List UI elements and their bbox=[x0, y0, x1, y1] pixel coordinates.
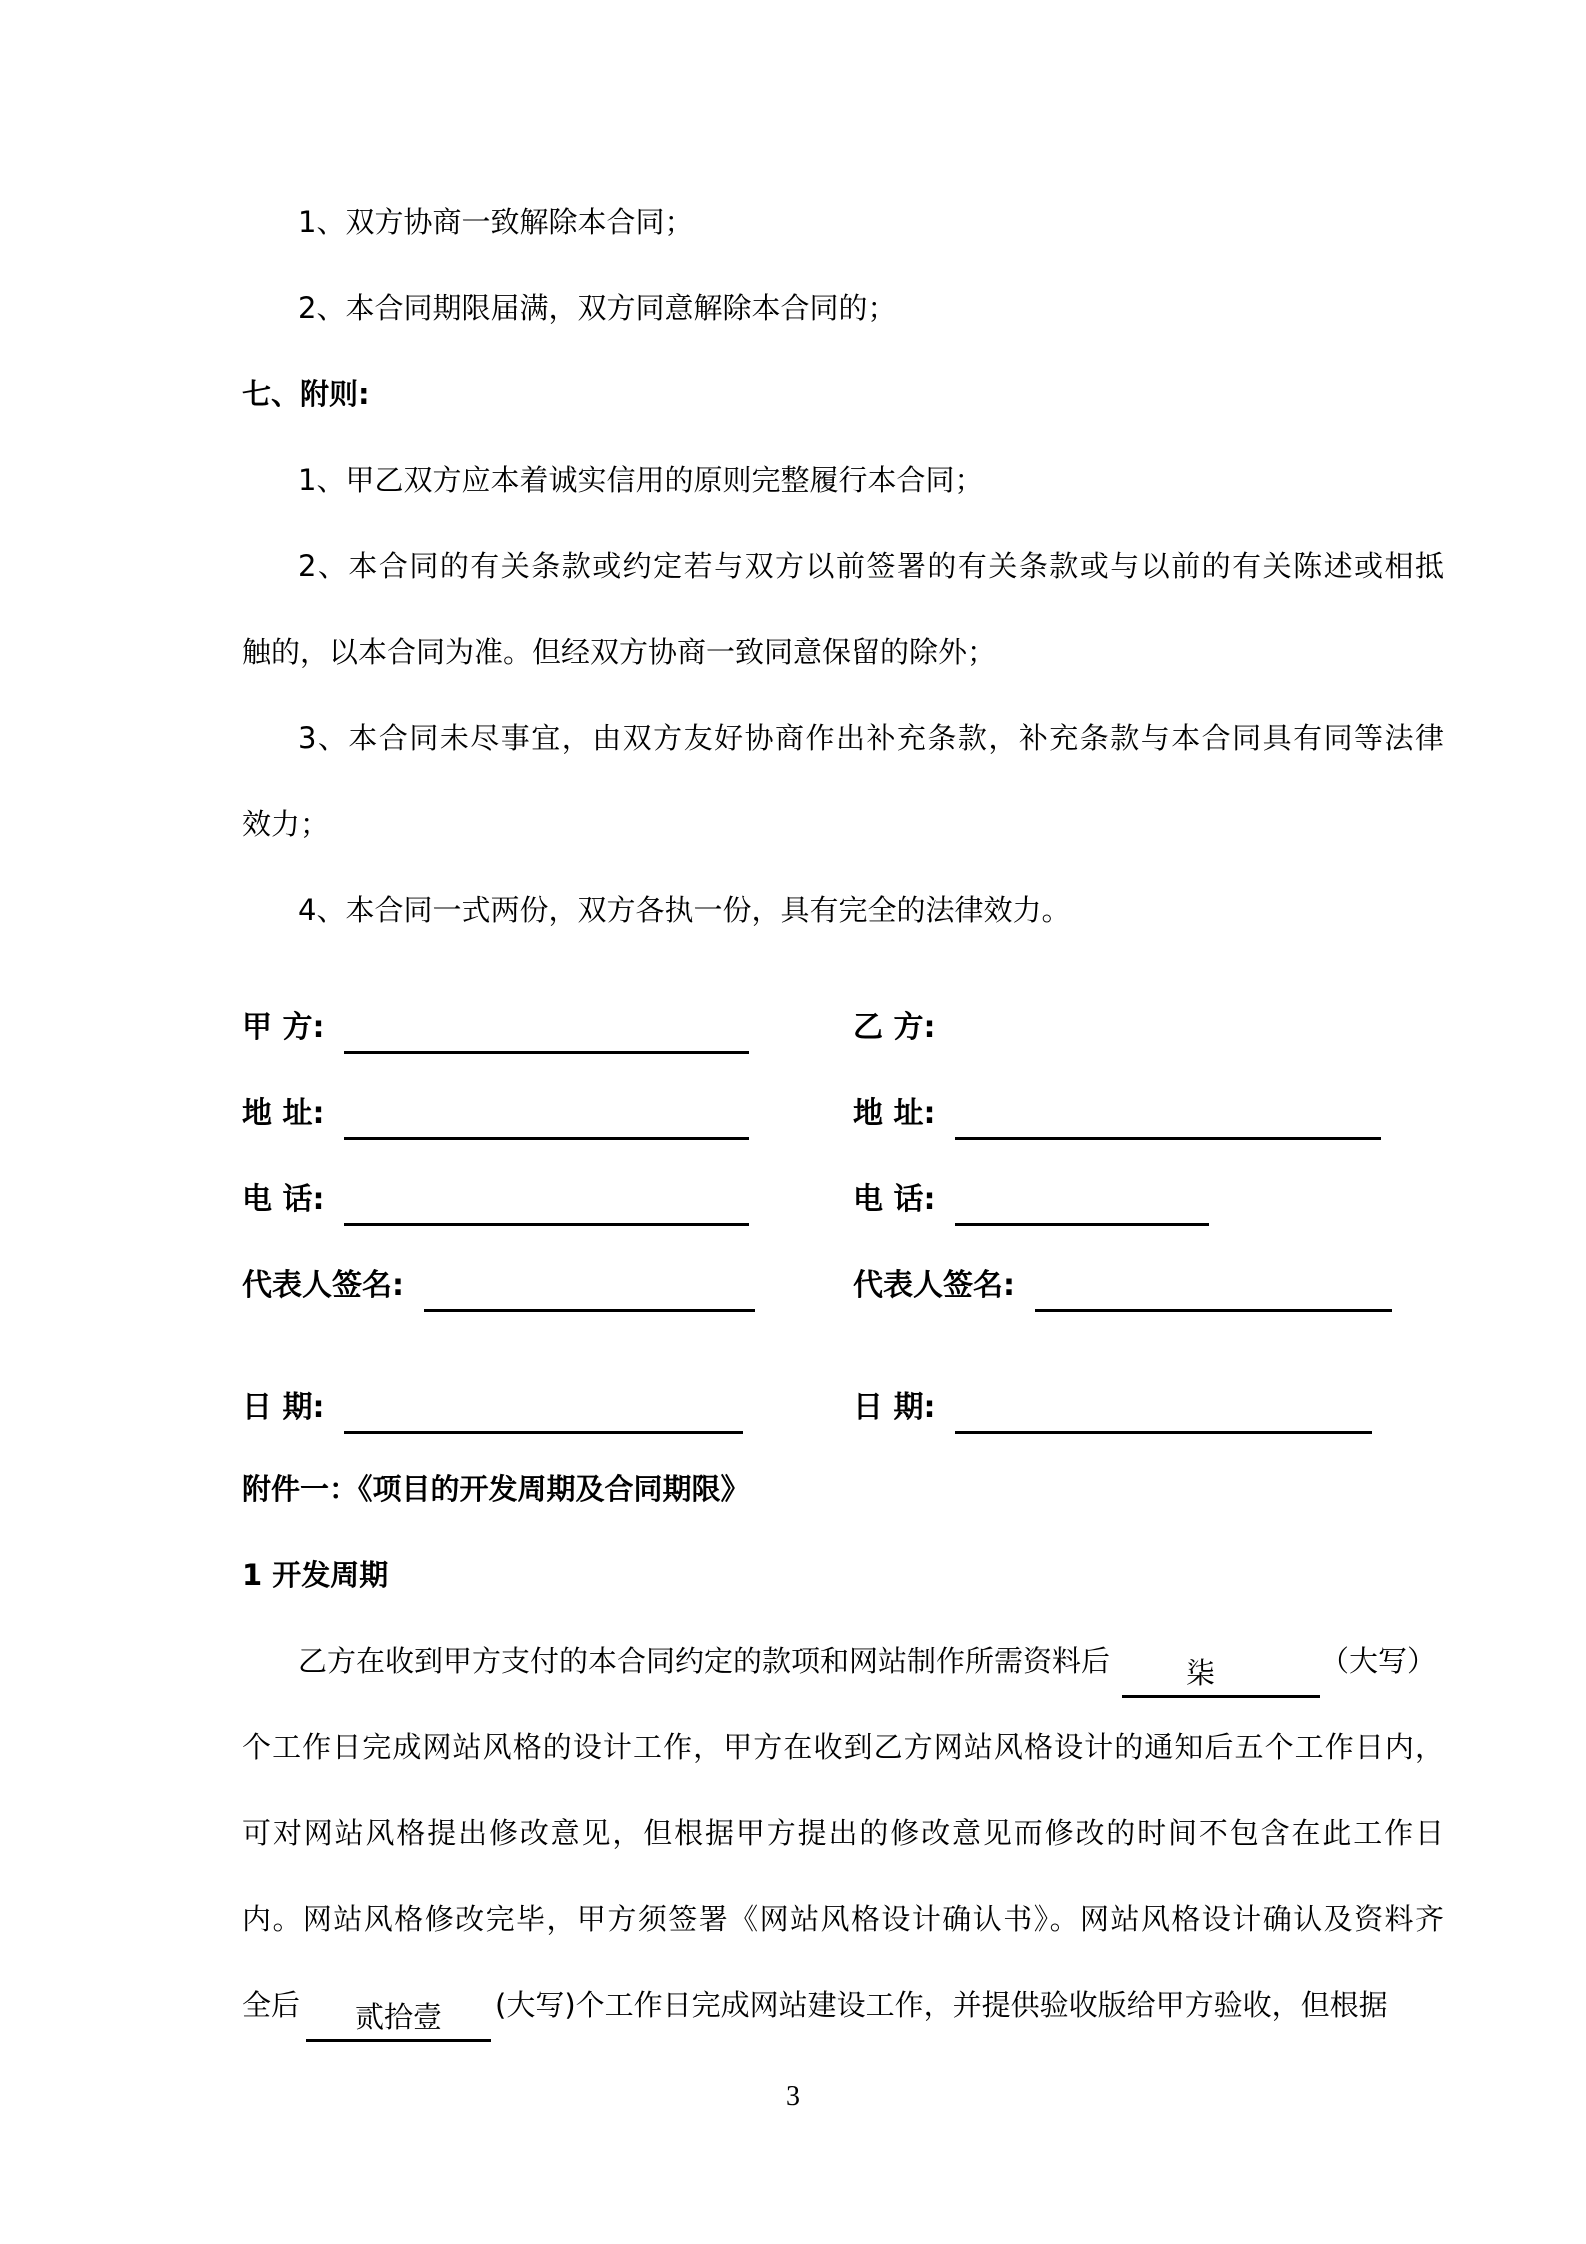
signature-row-party bbox=[242, 985, 1444, 1071]
attachment-para-line4: 内。网站风格修改完毕，甲方须签署《网站风格设计确认书》。网站风格设计确认及资料齐 bbox=[242, 1902, 1444, 1936]
signature-row-representative bbox=[242, 1243, 1444, 1329]
section-heading-supplementary: 七、附则: bbox=[242, 377, 370, 411]
party-a-date-cell bbox=[242, 1391, 853, 1426]
party-b-date-blank-line bbox=[955, 1421, 1372, 1434]
clause-supp-2-line1: 2、本合同的有关条款或约定若与双方以前签署的有关条款或与以前的有关陈述或相抵 bbox=[298, 549, 1444, 583]
party-b-date-cell bbox=[853, 1391, 1444, 1426]
party-b-address-blank-line bbox=[955, 1127, 1381, 1140]
party-a-address-cell bbox=[242, 1097, 853, 1132]
para-line1-text: 乙方在收到甲方支付的本合同约定的款项和网站制作所需资料后 bbox=[298, 1644, 1111, 1678]
attachment-title: 附件一：《项目的开发周期及合同期限》 bbox=[242, 1472, 750, 1506]
party-a-rep-label: 代表人签名: bbox=[242, 1267, 404, 1303]
party-a-address-label: 地 址: bbox=[242, 1095, 325, 1131]
party-b-rep-label: 代表人签名: bbox=[853, 1267, 1015, 1303]
party-a-rep-blank-line bbox=[424, 1299, 755, 1312]
attachment-section-heading: 1 开发周期 bbox=[242, 1558, 389, 1592]
party-a-phone-blank-line bbox=[344, 1213, 749, 1226]
filled-blank-qi: 柒 bbox=[1122, 1651, 1320, 1698]
attachment-para-line5 bbox=[242, 1962, 1444, 2048]
party-a-blank-line bbox=[344, 1041, 749, 1054]
signature-row-phone bbox=[242, 1157, 1444, 1243]
party-b-phone-cell bbox=[853, 1183, 1444, 1218]
party-a-cell bbox=[242, 1011, 853, 1046]
party-a-date-label: 日 期: bbox=[242, 1389, 325, 1425]
party-a-label: 甲 方: bbox=[242, 1009, 325, 1045]
party-b-address-cell bbox=[853, 1097, 1444, 1132]
clause-supp-1: 1、甲乙双方应本着诚实信用的原则完整履行本合同； bbox=[298, 463, 984, 497]
party-a-rep-cell bbox=[242, 1269, 853, 1304]
party-b-rep-blank-line bbox=[1035, 1299, 1392, 1312]
signature-block bbox=[242, 985, 1444, 1451]
attachment-para-line3: 可对网站风格提出修改意见，但根据甲方提出的修改意见而修改的时间不包含在此工作日 bbox=[242, 1816, 1444, 1850]
clause-supp-3-line2: 效力； bbox=[242, 807, 330, 841]
page-number: 3 bbox=[786, 2081, 800, 2112]
party-b-rep-cell bbox=[853, 1269, 1444, 1304]
clause-termination-1: 1、双方协商一致解除本合同； bbox=[298, 205, 694, 239]
party-b-cell bbox=[853, 1011, 1444, 1046]
attachment-para-line2: 个工作日完成网站风格的设计工作，甲方在收到乙方网站风格设计的通知后五个工作日内， bbox=[242, 1730, 1444, 1764]
attachment-para-line1 bbox=[242, 1618, 1444, 1704]
attachment-paragraph bbox=[242, 1618, 1444, 2048]
filled-blank-ershiyi: 贰拾壹 bbox=[306, 1995, 491, 2042]
party-a-address-blank-line bbox=[344, 1127, 749, 1140]
para-line5-suffix: (大写)个工作日完成网站建设工作，并提供验收版给甲方验收，但根据 bbox=[495, 1988, 1388, 2022]
party-b-address-label: 地 址: bbox=[853, 1095, 936, 1131]
party-b-date-label: 日 期: bbox=[853, 1389, 936, 1425]
party-b-phone-label: 电 话: bbox=[853, 1181, 936, 1217]
party-a-phone-cell bbox=[242, 1183, 853, 1218]
signature-row-address bbox=[242, 1071, 1444, 1157]
clause-termination-2: 2、本合同期限届满，双方同意解除本合同的； bbox=[298, 291, 897, 325]
party-b-phone-blank-line bbox=[955, 1213, 1209, 1226]
para-line5-text: 全后 bbox=[242, 1988, 301, 2022]
party-a-phone-label: 电 话: bbox=[242, 1181, 325, 1217]
clause-supp-2-line2: 触的，以本合同为准。但经双方协商一致同意保留的除外； bbox=[242, 635, 997, 669]
para-line1-suffix: （大写） bbox=[1320, 1644, 1437, 1678]
party-a-date-blank-line bbox=[344, 1421, 743, 1434]
party-b-label: 乙 方: bbox=[853, 1009, 936, 1045]
clause-supp-3-line1: 3、本合同未尽事宜，由双方友好协商作出补充条款，补充条款与本合同具有同等法律 bbox=[298, 721, 1444, 755]
clause-supp-4: 4、本合同一式两份，双方各执一份，具有完全的法律效力。 bbox=[298, 893, 1071, 927]
signature-row-date bbox=[242, 1365, 1444, 1451]
